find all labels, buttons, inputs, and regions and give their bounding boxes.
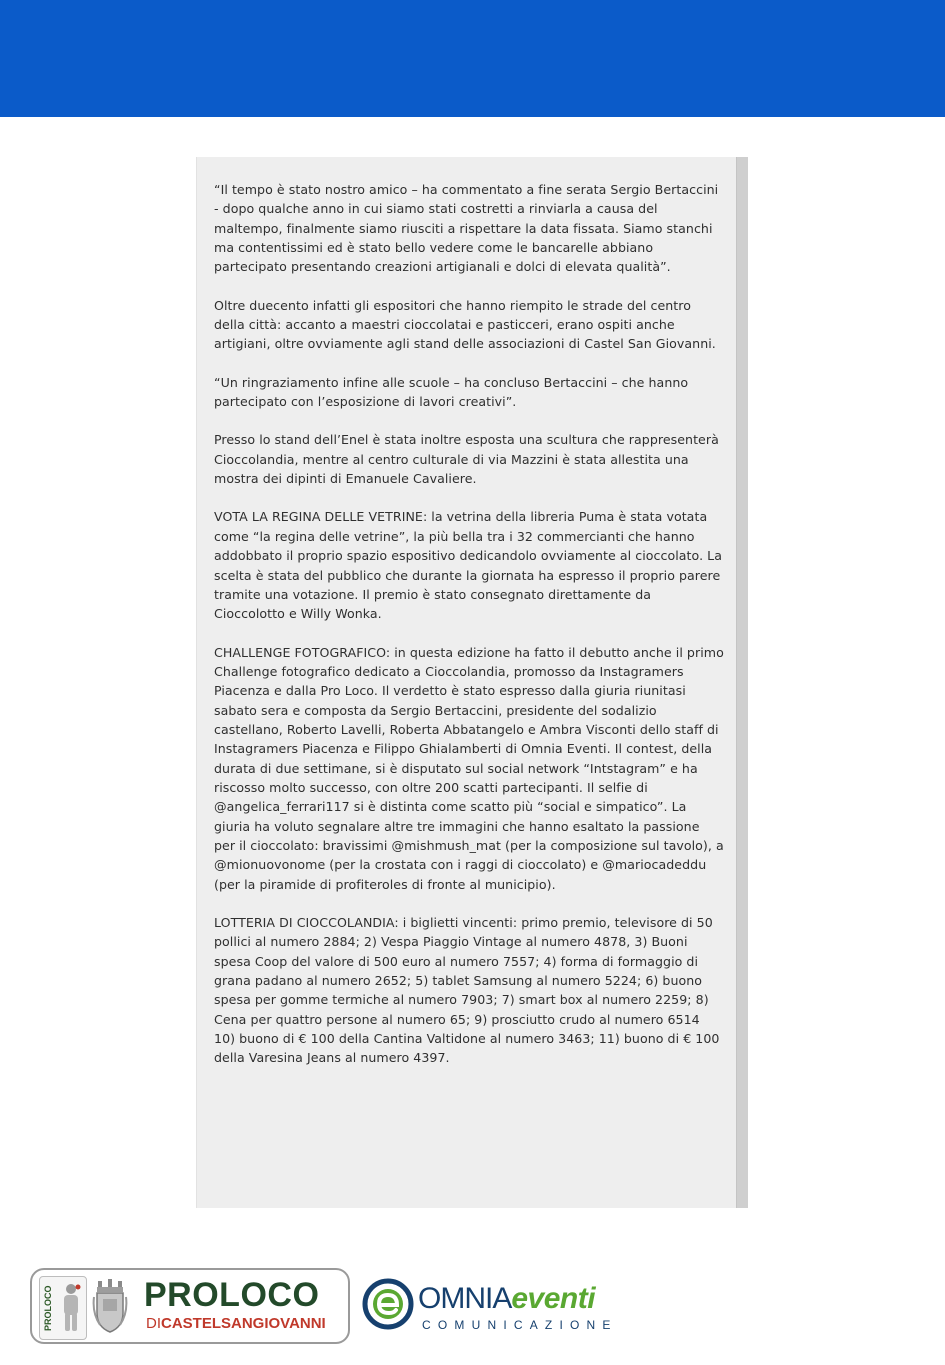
person-silhouette-icon [60,1283,82,1333]
omnia-wordmark [418,1282,595,1316]
paragraph-lotteria: LOTTERIA DI CIOCCOLANDIA: i biglietti vincenti: primo premio, televisore di 50 pollici al numero 2884; 2) Vespa Piaggio Vintage al numero 4878, 3) Buoni spesa Coop del valore di 500 euro al numero 7557; 4) forma di formaggio di grana padano al numero 2652; 5) tablet Samsung al numero 5224; 6) buono spesa per gomme termiche al numero 7903; 7) smart box al numero 2259; 8) Cena per quattro persone al numero 65; 9) prosciutto crudo al numero 6514 10) buono di € 100 della Cantina Valtidone al numero 3463; 11) buono di € 100 della Varesina Jeans al numero 4397. [214,915,720,1066]
article-body [214,180,724,1087]
proloco-name: PROLOCO [144,1276,320,1314]
proloco-logo [30,1268,350,1344]
header-band [0,0,945,117]
proloco-badge [39,1276,87,1340]
omnia-word-accent: eventi [511,1282,596,1315]
omnia-word-main: OMNIA [418,1282,512,1315]
proloco-sub-place: CASTELSANGIOVANNI [161,1315,326,1332]
paragraph-challenge-fotografico: CHALLENGE FOTOGRAFICO: in questa edizione ha fatto il debutto anche il primo Challenge fotografico dedicato a Cioccolandia, promosso da Instagramers Piacenza e dalla Pro Loco. Il verdetto è stato espresso dalla giuria riunitasi sabato sera e composta da Sergio Bertaccini, presidente del sodalizio castellano, Roberto Lavelli, Roberta Abbatangelo e Ambra Visconti dello staff di Instagramers Piacenza e Filippo Ghialamberti di Omnia Eventi. Il contest, della durata di due settimane, si è disputato sul social network “Intstagram” e ha riscosso molto successo, con oltre 200 scatti partecipanti. Il selfie di @angelica_ferrari117 si è distinta come scatto più “social e simpatico”. La giuria ha voluto segnalare altre tre immagini che hanno esaltato la passione per il cioccolato: bravissimi @mishmush_mat (per la composizione sul tavolo), a @mionuovonome (per la crostata con i raggi di cioccolato) e @mariocadeddu (per la piramide di profiteroles di fronte al municipio). [214,644,724,892]
omnia-eventi-logo [362,1278,618,1338]
proloco-subtitle [146,1315,326,1333]
town-crest-icon [92,1279,128,1333]
paragraph-enel: Presso lo stand dell’Enel è stata inoltre esposta una scultura che rappresenterà Cioccolandia, mentre al centro culturale di via Mazzini è stata allestita una mostra dei dipinti di Emanuele Cavaliere. [214,432,719,487]
paragraph-quote-bertaccini: “Il tempo è stato nostro amico – ha commentato a fine serata Sergio Bertaccini - dopo qualche anno in cui siamo stati costretti a rinviarla a causa del maltempo, finalmente siamo riusciti a rispettare la data fissata. Siamo stanchi ma contentissimi ed è stato bello vedere come le bancarelle abbiano partecipato presentando creazioni artigianali e dolci di elevata qualità”. [214,182,719,275]
proloco-badge-text: PROLOCO [43,1285,53,1331]
paragraph-regina-vetrine: VOTA LA REGINA DELLE VETRINE: la vetrina della libreria Puma è stata votata come “la regina delle vetrine”, la più bella tra i 32 commercianti che hanno addobbato il proprio spazio espositivo dedicandolo ovviamente al cioccolato. La scelta è stata del pubblico che durante la giornata ha espresso il proprio parere tramite una votazione. Il premio è stato consegnato direttamente da Cioccolotto e Willy Wonka. [214,509,723,622]
article-panel [196,157,748,1208]
paragraph-ringraziamento: “Un ringraziamento infine alle scuole – ha concluso Bertaccini – che hanno partecipato con l’esposizione di lavori creativi”. [214,374,689,410]
omnia-e-icon [362,1278,414,1330]
paragraph-espositori: Oltre duecento infatti gli espositori che hanno riempito le strade del centro della città: accanto a maestri cioccolatai e pasticceri, erano ospiti anche artigiani, oltre ovviamente agli stand delle associazioni di Castel San Giovanni. [214,297,716,352]
proloco-sub-prefix: DI [146,1315,161,1332]
omnia-tagline: COMUNICAZIONE [422,1318,618,1332]
panel-scrollbar[interactable] [736,157,748,1208]
